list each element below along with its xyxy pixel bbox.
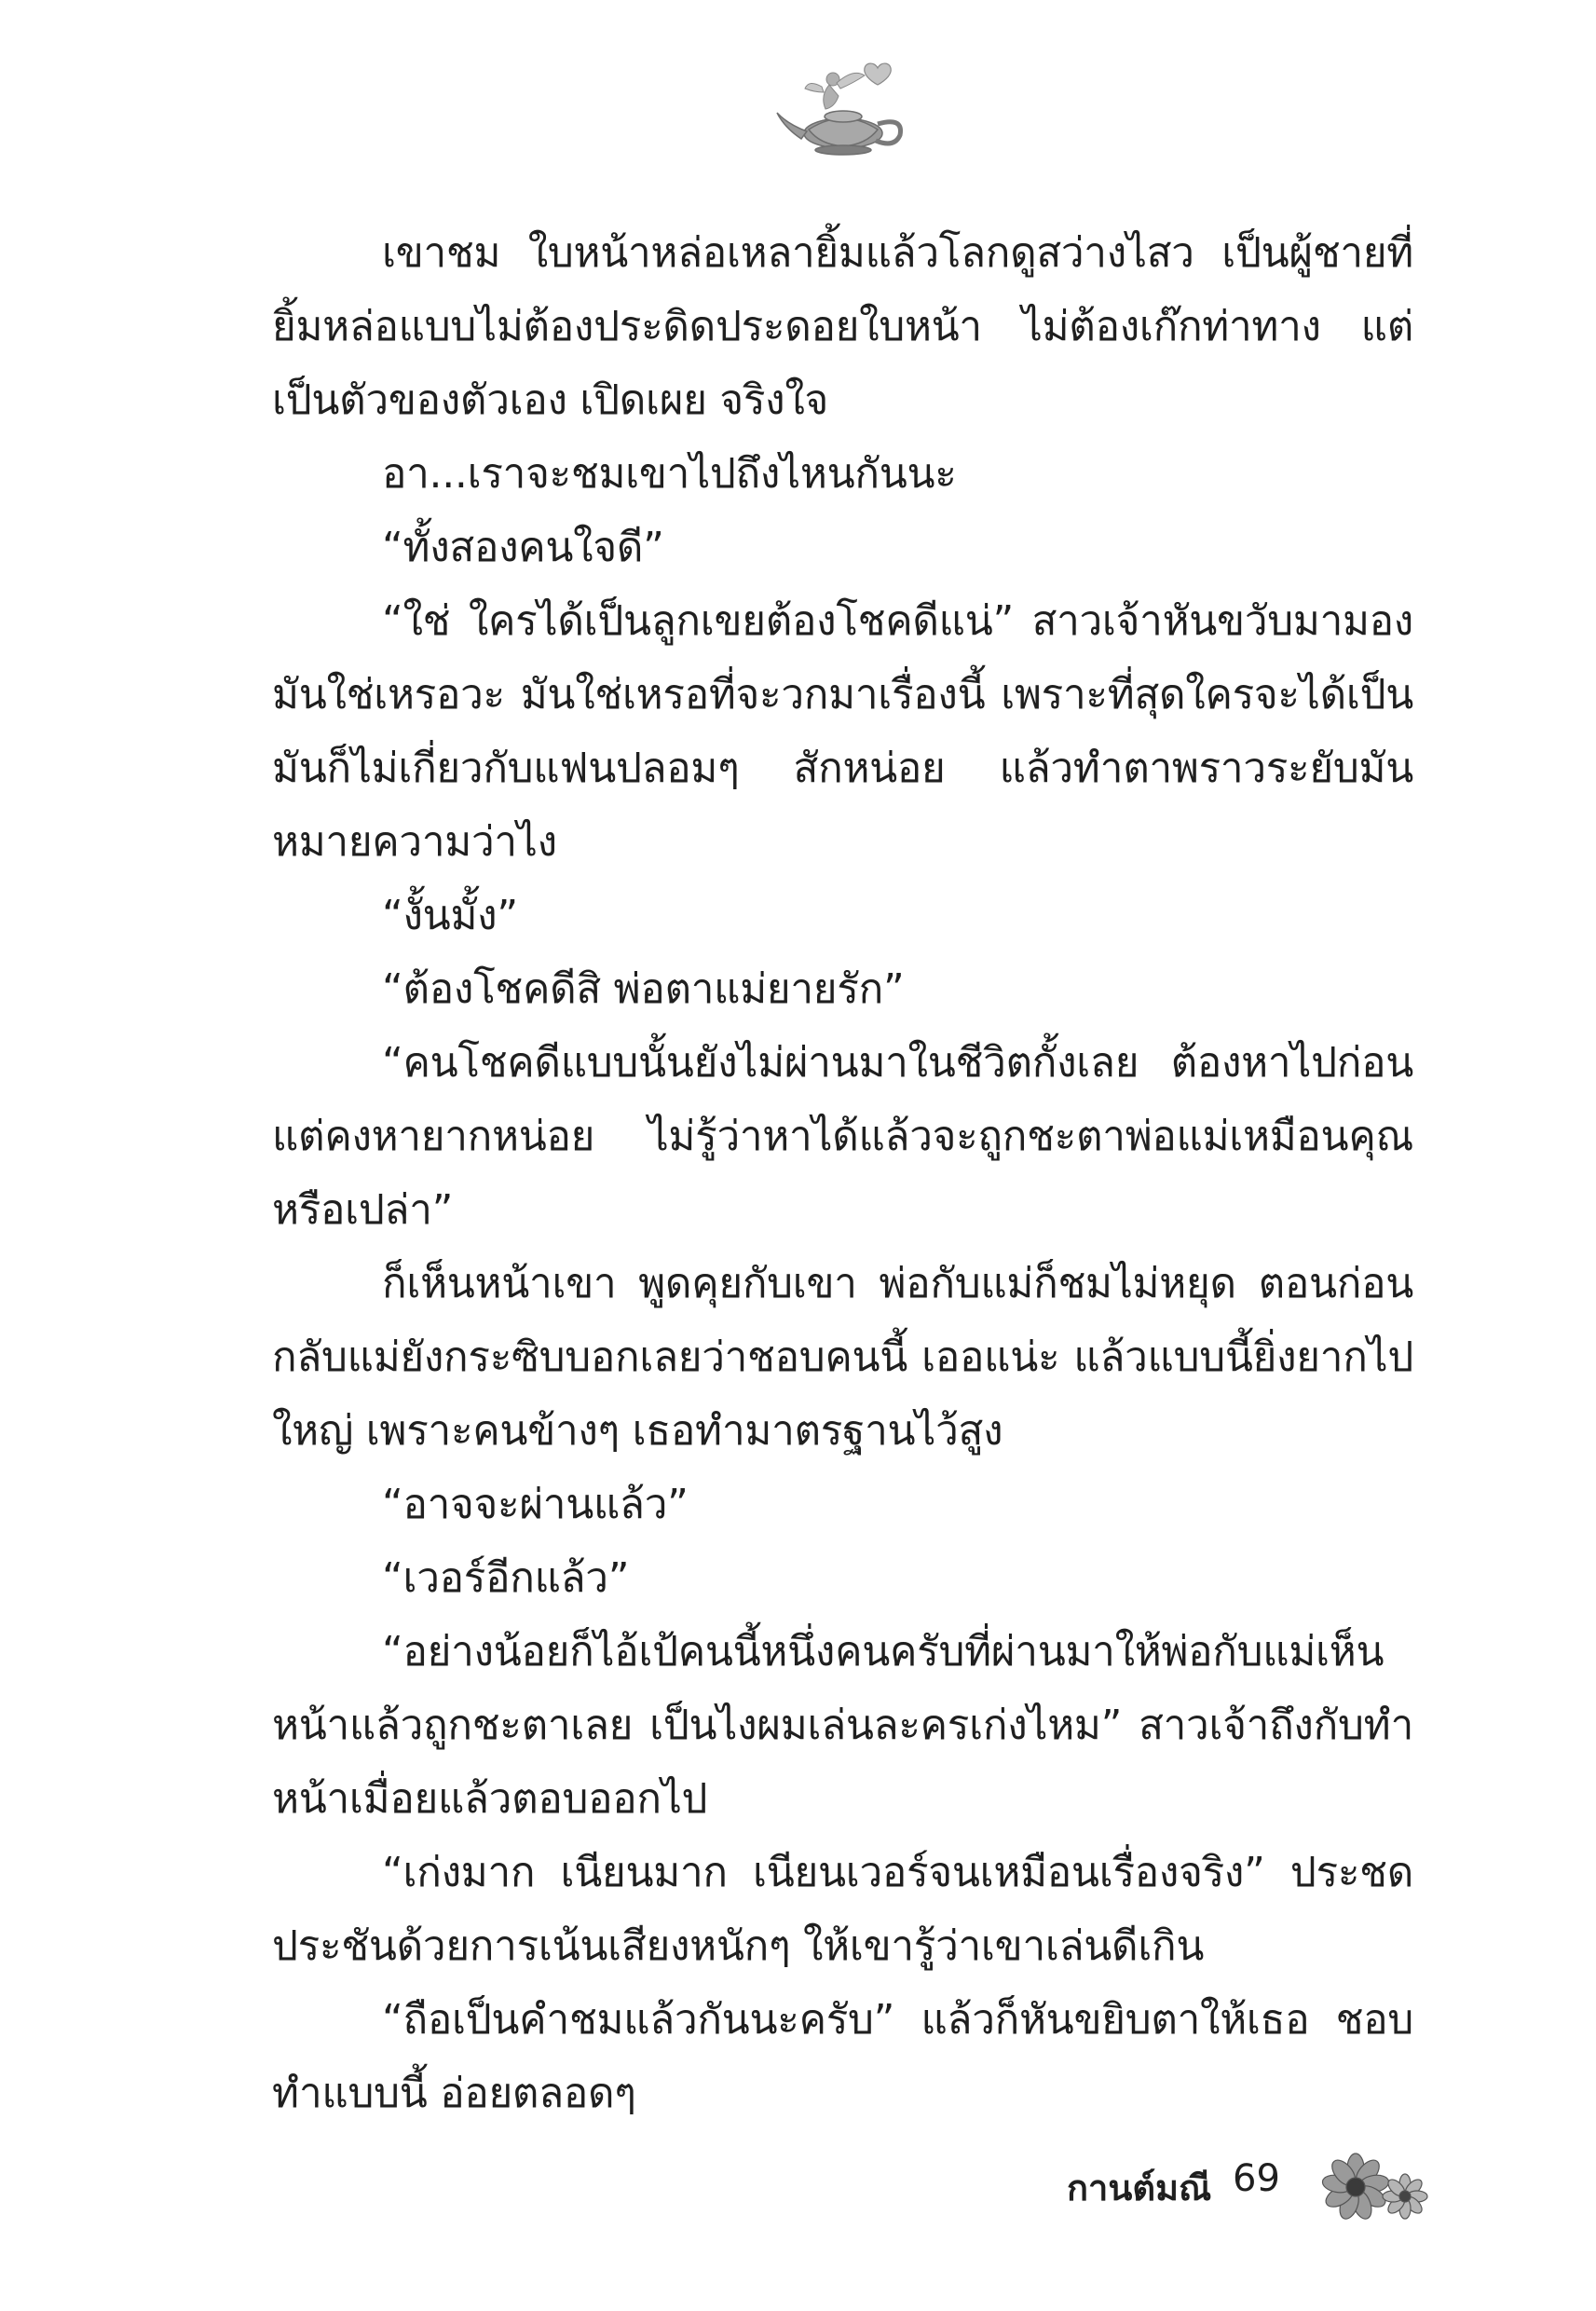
body-text bbox=[272, 216, 1413, 2130]
teapot-cupid-ornament-icon bbox=[764, 51, 922, 163]
paragraph: ก็เห็นหน้าเขา พูดคุยกับเขา พ่อกับแม่ก็ชมไม่หยุด ตอนก่อนกลับแม่ยังกระซิบบอกเลยว่าชอบคนนี้ เออแน่ะ แล้วแบบนี้ยิ่งยากไปใหญ่ เพราะคนข้างๆ เธอทำมาตรฐานไว้สูง bbox=[272, 1260, 1413, 1455]
paragraph: “ถือเป็นคำชมแล้วกันนะครับ” แล้วก็หันขยิบตาให้เธอ ชอบทำแบบนี้ อ่อยตลอดๆ bbox=[272, 1996, 1413, 2117]
book-title: กานต์มณี bbox=[1067, 2167, 1212, 2208]
paragraph: “เวอร์อีกแล้ว” bbox=[382, 1554, 630, 1602]
flower-cluster-icon bbox=[1314, 2148, 1435, 2232]
paragraph: “ใช่ ใครได้เป็นลูกเขยต้องโชคดีแน่” สาวเจ้าหันขวับมามอง มันใช่เหรอวะ มันใช่เหรอที่จะวกมาเรื่องนี้ เพราะที่สุดใครจะได้เป็นมันก็ไม่เกี่ยวกับแฟนปลอมๆ สักหน่อย แล้วทำตาพราวระยับมันหมายความว่าไง bbox=[272, 597, 1413, 866]
paragraph: อา...เราจะชมเขาไปถึงไหนกันนะ bbox=[382, 450, 957, 498]
paragraph: “คนโชคดีแบบนั้นยังไม่ผ่านมาในชีวิตกั้งเลย ต้องหาไปก่อน แต่คงหายากหน่อย ไม่รู้ว่าหาได้แล้วจะถูกชะตาพ่อแม่เหมือนคุณหรือเปล่า” bbox=[272, 1039, 1413, 1234]
paragraph: เขาชม ใบหน้าหล่อเหลายิ้มแล้วโลกดูสว่างไสว เป็นผู้ชายที่ยิ้มหล่อแบบไม่ต้องประดิดประดอยใบหน้า ไม่ต้องเก๊กท่าทาง แต่เป็นตัวของตัวเอง เปิดเผย จริงใจ bbox=[272, 229, 1413, 424]
paragraph: “ทั้งสองคนใจดี” bbox=[382, 524, 664, 571]
page-number: 69 bbox=[1233, 2157, 1280, 2200]
paragraph: “ต้องโชคดีสิ พ่อตาแม่ยายรัก” bbox=[382, 965, 905, 1013]
paragraph: “อาจจะผ่านแล้ว” bbox=[382, 1481, 689, 1528]
paragraph: “อย่างน้อยก็ไอ้เป้คนนี้หนึ่งคนครับที่ผ่านมาให้พ่อกับแม่เห็นหน้าแล้วถูกชะตาเลย เป็นไงผมเล่นละครเก่งไหม” สาวเจ้าถึงกับทำหน้าเมื่อยแล้วตอบออกไป bbox=[272, 1628, 1413, 1823]
paragraph: “งั้นมั้ง” bbox=[382, 892, 518, 939]
paragraph: “เก่งมาก เนียนมาก เนียนเวอร์จนเหมือนเรื่องจริง” ประชดประชันด้วยการเน้นเสียงหนักๆ ให้เขารู้ว่าเขาเล่นดีเกิน bbox=[272, 1849, 1413, 1970]
page-footer bbox=[0, 2148, 1596, 2232]
